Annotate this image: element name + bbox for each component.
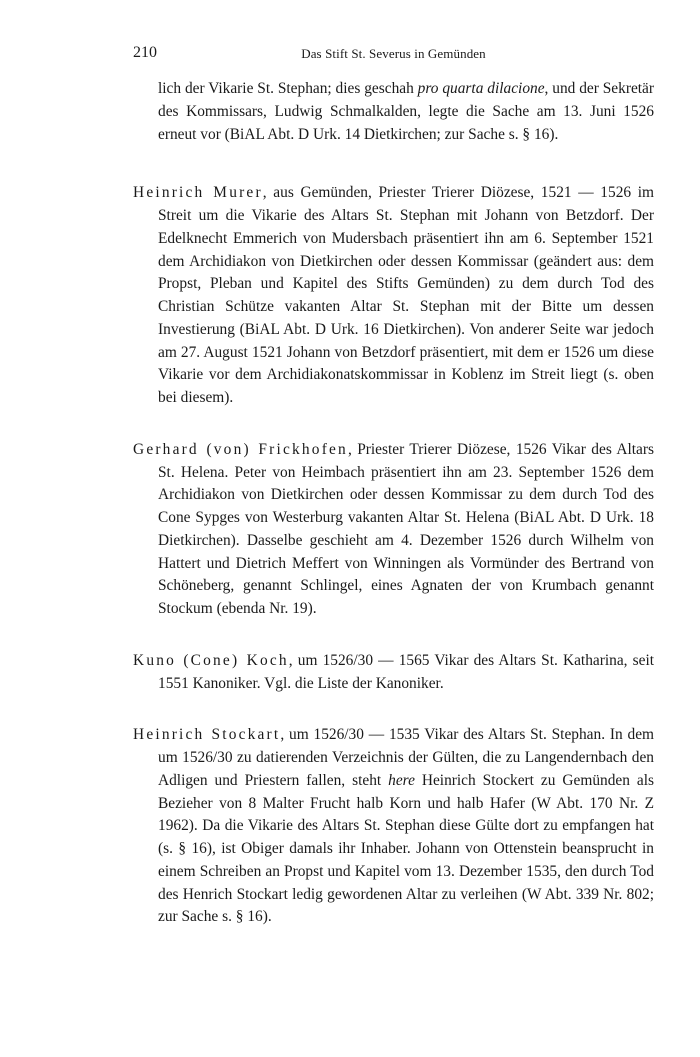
entry-text-before: lich der Vikarie St. Stephan; dies geschah xyxy=(158,80,418,97)
entry-gerhard-frickhofen xyxy=(133,439,654,621)
page-header xyxy=(133,44,654,66)
entry-text-after: Heinrich Stockert zu Gemünden als Bezieher von 8 Malter Frucht halb Korn und halb Hafer (W Abt. 170 Nr. Z 1962). Da die Vikarie des Altars St. Stephan diese Gülte dort zu empfangen hat (s. § 16), ist Obiger damals ihr Inhaber. Johann von Ottenstein beansprucht in einem Schreiben an Propst und Kapitel vom 13. Dezember 1535, den durch Tod des Henrich Stockart ledig gewordenen Altar zu verleihen (W Abt. 339 Nr. 802; zur Sache s. § 16). xyxy=(158,771,654,926)
entry-name: Heinrich Stockart xyxy=(133,726,281,744)
page-body xyxy=(133,78,654,958)
entry-kuno-koch xyxy=(133,650,654,696)
entry-heinrich-murer xyxy=(133,182,654,410)
entry-heinrich-stockart xyxy=(133,724,654,929)
entry-text-before: , Priester Trierer Diözese, 1526 Vikar des Altars St. Helena. Peter von Heimbach präsentiert ihn am 23. September 1526 dem Archidiakon von Dietkirchen oder dessen Kommissar zu dem durch Tod des Cone Sypges von Westerburg vakanten Altar St. Helena (BiAL Abt. D Urk. 18 Dietkirchen). Dasselbe geschieht am 4. Dezember 1526 durch Wilhelm von Hattert und Dietrich Meffert von Winningen als Vormünder des Bertrand von Schöneberg, genannt Schlingel, eines Agnaten der von Krumbach genannt Stockum (ebenda Nr. 19). xyxy=(158,440,654,617)
running-title: Das Stift St. Severus in Gemünden xyxy=(301,46,486,61)
entry-text-before: , um 1526/30 — 1535 Vikar des Altars St. Stephan. In dem um 1526/30 zu datierenden Verzeichnis der Gülten, die zu Langendernbach den Adligen und Priestern fallen, steht xyxy=(158,726,654,789)
entry-continuation xyxy=(133,78,654,146)
entry-text-before: , um 1526/30 — 1565 Vikar des Altars St. Katharina, seit 1551 Kanoniker. Vgl. die Liste der Kanoniker. xyxy=(158,651,655,692)
entry-italic-text: pro quarta dilacione xyxy=(417,80,545,97)
entry-italic-text: here xyxy=(388,771,415,789)
entry-text-before: , aus Gemünden, Priester Trierer Diözese, 1521 — 1526 im Streit um die Vikarie des Altars St. Stephan mit Johann von Betzdorf. Der Edelknecht Emmerich von Mudersbach präsentiert ihn am 6. September 1521 dem Archidiakon von Dietkirchen oder dessen Kommissar (geändert aus: dem Propst, Pleban und Kapitel des Stifts Gemünden) zu dem durch Tod des Christian Schütze vakanten Altar St. Stephan mit der Bitte um dessen Investierung (BiAL Abt. D Urk. 16 Dietkirchen). Von anderer Seite war jedoch am 27. August 1521 Johann von Betzdorf präsentiert, mit dem er 1526 um diese Vikarie vor dem Archidiakonatskommissar in Koblenz im Streit liegt (s. oben bei diesem). xyxy=(158,184,654,406)
entry-name: Heinrich Murer xyxy=(133,184,263,202)
entry-name-rest: (von) Frickhofen xyxy=(198,440,348,458)
entry-name-rest: (Cone) Koch xyxy=(176,651,289,669)
page-number: 210 xyxy=(133,44,157,61)
entry-name: Kuno xyxy=(133,651,177,669)
entry-name: Gerhard xyxy=(133,440,199,458)
entry-text-after: , und der Sekretär des Kommissars, Ludwig Schmalkalden, legte die Sache am 13. Juni 1526 erneut vor (BiAL Abt. D Urk. 14 Dietkirchen; zur Sache s. § 16). xyxy=(158,80,655,143)
